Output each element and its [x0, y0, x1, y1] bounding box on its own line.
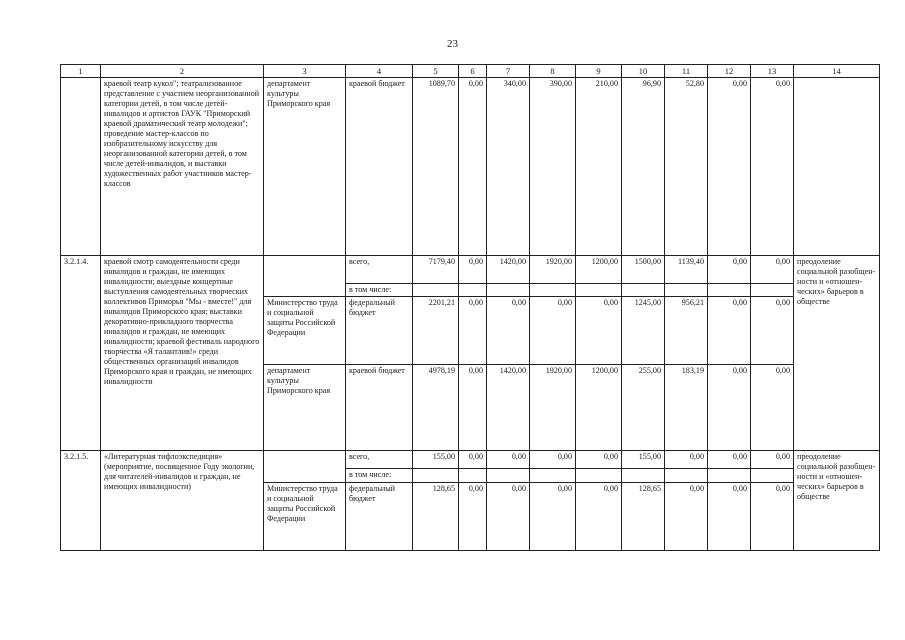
value-cell: [622, 284, 665, 297]
result-cell: преодоление социальной разобщен-ности и «отношен-ческих» барьеров в обществе: [794, 451, 880, 551]
value-cell: [665, 469, 708, 483]
col-header: 8: [530, 65, 576, 78]
col-header: 9: [576, 65, 622, 78]
value-cell: 1245,00: [622, 297, 665, 365]
value-cell: 0,00: [665, 483, 708, 551]
value-cell: 0,00: [487, 483, 530, 551]
col-header: 12: [708, 65, 751, 78]
value-cell: 0,00: [530, 483, 576, 551]
col-header: 7: [487, 65, 530, 78]
value-cell: [459, 284, 487, 297]
value-cell: 255,00: [622, 365, 665, 451]
value-cell: [751, 284, 794, 297]
value-cell: 155,00: [622, 451, 665, 469]
col-header: 6: [459, 65, 487, 78]
col-header: 5: [413, 65, 459, 78]
value-cell: 956,21: [665, 297, 708, 365]
value-cell: 0,00: [487, 297, 530, 365]
executor-cell: департамент культуры Приморского края: [264, 365, 346, 451]
value-cell: 0,00: [708, 256, 751, 284]
value-cell: 0,00: [459, 365, 487, 451]
executor-cell: [264, 256, 346, 297]
value-cell: 0,00: [751, 297, 794, 365]
value-cell: 155,00: [413, 451, 459, 469]
value-cell: [487, 469, 530, 483]
including-label: в том числе:: [346, 469, 413, 483]
col-header: 1: [61, 65, 101, 78]
funding-source: всего,: [346, 256, 413, 284]
value-cell: 128,65: [413, 483, 459, 551]
value-cell: 52,80: [665, 78, 708, 256]
item-name: краевой театр кукол"; театрализованное представление с участием неорганизованной категории детей, в том числе детей-инвалидов и артистов ГАУК "Приморский краевой драматический театр молодежи"; проведение мастер-классов по изобразительному искусству для неорганизованной категории детей, в том числе детей-инвалидов, и выставки художественных работ участников мастер-классов: [101, 78, 264, 256]
value-cell: [413, 469, 459, 483]
table-row: [61, 256, 880, 284]
value-cell: 0,00: [576, 451, 622, 469]
value-cell: [576, 469, 622, 483]
col-header: 14: [794, 65, 880, 78]
col-header: 4: [346, 65, 413, 78]
value-cell: 0,00: [751, 78, 794, 256]
value-cell: 96,90: [622, 78, 665, 256]
value-cell: 0,00: [459, 483, 487, 551]
value-cell: 183,19: [665, 365, 708, 451]
item-code: 3.2.1.4.: [61, 256, 101, 451]
value-cell: 0,00: [751, 483, 794, 551]
value-cell: [413, 284, 459, 297]
col-header: 11: [665, 65, 708, 78]
table-row: [61, 451, 880, 469]
page-number: 23: [447, 38, 458, 50]
value-cell: 1200,00: [576, 256, 622, 284]
value-cell: 390,00: [530, 78, 576, 256]
item-name: «Литературная тифлоэкспедиция» (мероприятие, посвященное Году экологии, для читателей-инвалидов и граждан, не имеющих инвалидности): [101, 451, 264, 551]
program-table: [60, 64, 880, 551]
funding-source: краевой бюджет: [346, 365, 413, 451]
funding-source: федеральный бюджет: [346, 297, 413, 365]
value-cell: [576, 284, 622, 297]
value-cell: [622, 469, 665, 483]
value-cell: 0,00: [708, 483, 751, 551]
value-cell: 1420,00: [487, 256, 530, 284]
including-label: в том числе:: [346, 284, 413, 297]
executor-cell: [264, 451, 346, 483]
value-cell: 2201,21: [413, 297, 459, 365]
value-cell: 1920,00: [530, 365, 576, 451]
value-cell: [708, 284, 751, 297]
value-cell: [530, 469, 576, 483]
value-cell: [530, 284, 576, 297]
col-header: 3: [264, 65, 346, 78]
value-cell: 1089,70: [413, 78, 459, 256]
value-cell: 210,00: [576, 78, 622, 256]
executor-cell: Министерство труда и социальной защиты Российской Федерации: [264, 483, 346, 551]
value-cell: 0,00: [665, 451, 708, 469]
value-cell: 0,00: [530, 297, 576, 365]
value-cell: 1500,00: [622, 256, 665, 284]
value-cell: 0,00: [751, 365, 794, 451]
funding-source: федеральный бюджет: [346, 483, 413, 551]
funding-source: всего,: [346, 451, 413, 469]
value-cell: 0,00: [530, 451, 576, 469]
value-cell: 0,00: [708, 365, 751, 451]
value-cell: [459, 469, 487, 483]
value-cell: 0,00: [459, 297, 487, 365]
value-cell: 0,00: [576, 483, 622, 551]
value-cell: [665, 284, 708, 297]
item-code: [61, 78, 101, 256]
value-cell: 1920,00: [530, 256, 576, 284]
executor-cell: департамент культуры Приморского края: [264, 78, 346, 256]
value-cell: [487, 284, 530, 297]
col-header: 2: [101, 65, 264, 78]
value-cell: 0,00: [708, 78, 751, 256]
table-row: [61, 78, 880, 256]
value-cell: 0,00: [751, 451, 794, 469]
value-cell: 128,65: [622, 483, 665, 551]
value-cell: 1139,40: [665, 256, 708, 284]
col-header: 13: [751, 65, 794, 78]
value-cell: 0,00: [459, 78, 487, 256]
executor-cell: Министерство труда и социальной защиты Российской Федерации: [264, 297, 346, 365]
value-cell: 0,00: [459, 256, 487, 284]
value-cell: 7179,40: [413, 256, 459, 284]
result-cell: преодоление социальной разобщен-ности и «отношен-ческих» барьеров в обществе: [794, 256, 880, 451]
value-cell: 0,00: [708, 451, 751, 469]
funding-source: краевой бюджет: [346, 78, 413, 256]
result-cell: [794, 78, 880, 256]
value-cell: 0,00: [459, 451, 487, 469]
item-code: 3.2.1.5.: [61, 451, 101, 551]
value-cell: 0,00: [576, 297, 622, 365]
value-cell: 1200,00: [576, 365, 622, 451]
value-cell: 1420,00: [487, 365, 530, 451]
col-header: 10: [622, 65, 665, 78]
value-cell: 0,00: [751, 256, 794, 284]
column-number-row: [61, 65, 880, 78]
value-cell: 0,00: [708, 297, 751, 365]
value-cell: [708, 469, 751, 483]
value-cell: 4978,19: [413, 365, 459, 451]
item-name: краевой смотр самодеятельности среди инвалидов и граждан, не имеющих инвалидности; выездные концертные выступления самодеятельных творческих коллективов Приморья "Мы - вместе!" для инвалидов Приморского края; выставки декоративно-прикладного творчества инвалидов и граждан, не имеющих инвалидности; краевой фестиваль народного творчества «Я талантлив!» среди общественных организаций инвалидов Приморского края и граждан, не имеющих инвалидности: [101, 256, 264, 451]
value-cell: 0,00: [487, 451, 530, 469]
value-cell: 340,00: [487, 78, 530, 256]
value-cell: [751, 469, 794, 483]
